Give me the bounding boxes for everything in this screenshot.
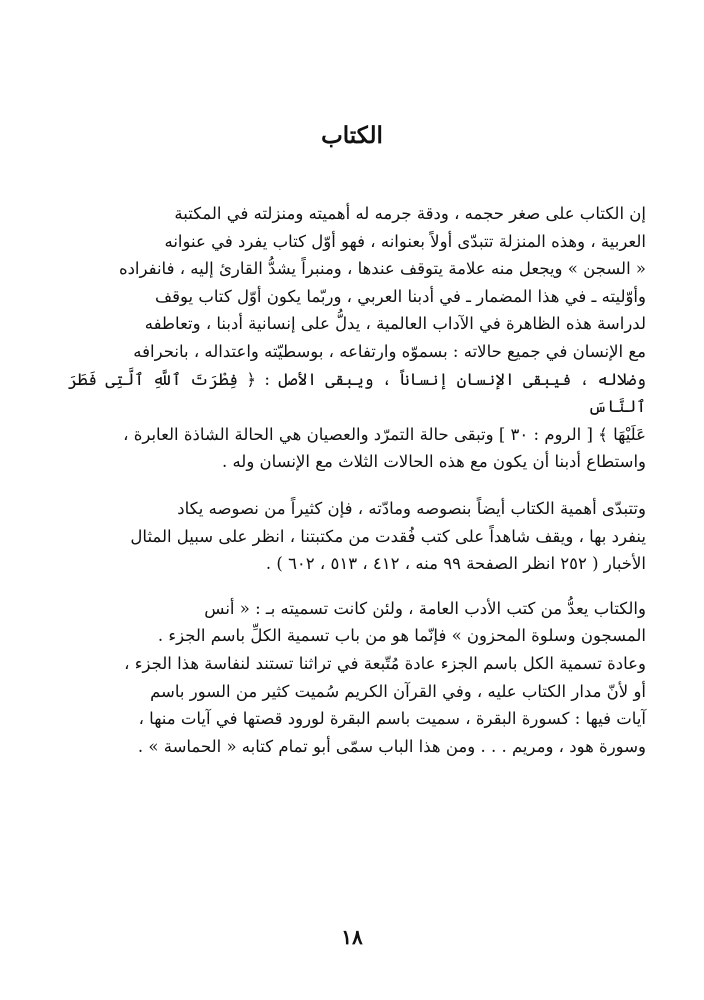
paragraph-line: وعادة تسمية الكل باسم الجزء عادة مُتّبعة في تراثنا تستند لنفاسة هذا الجزء ،	[124, 653, 646, 673]
quran-quote-line: عَلَيْهَا ﴾ [ الروم : ٣٠ ] وتبقى حالة التمرّد والعصيان هي الحالة الشاذة العابرة ،	[123, 424, 646, 444]
quran-quote-line: وضلاله ، فيبقى الإنسان إنساناً ، ويبقى الأصل : ﴿ فِطْرَتَ ٱللَّهِ ٱلَّتِى فَطَرَ ٱلنَّاسَ	[68, 369, 646, 417]
paragraph-line: الأخبار ( ٢٥٢ انظر الصفحة ٩٩ منه ، ٤١٢ ، ٥١٣ ، ٦٠٢ ) .	[265, 554, 646, 574]
paragraph-line: وأوّليته ـ في هذا المضمار ـ في أدبنا العربي ، وربّما يكون أوّل كتاب يوقف	[154, 286, 646, 306]
paragraph-line: وتتبدّى أهمية الكتاب أيضاً بنصوصه ومادّته ، فإن كثيراً من نصوصه يكاد	[177, 498, 646, 518]
page-title: الكتاب	[321, 122, 383, 149]
paragraph-line: العربية ، وهذه المنزلة تتبدّى أولاً بعنوانه ، فهو أوّل كتاب يفرد في عنوانه	[164, 231, 646, 251]
page-number: ١٨	[341, 925, 363, 949]
paragraph-line: مع الإنسان في جميع حالاته : بسموّه وارتفاعه ، بوسطيّته واعتداله ، بانحرافه	[133, 341, 646, 361]
paragraph-2	[68, 495, 646, 578]
paragraph-1	[68, 200, 646, 476]
paragraph-3	[68, 595, 646, 761]
paragraph-line: واستطاع أدبنا أن يكون مع هذه الحالات الثلاث مع الإنسان وله .	[221, 452, 646, 472]
page-body	[68, 200, 646, 760]
paragraph-line: ينفرد بها ، ويقف شاهداً على كتب فُقدت من مكتبتنا ، انظر على سبيل المثال	[130, 526, 646, 546]
paragraph-line: آيات فيها : كسورة البقرة ، سميت باسم البقرة لورود قصتها في آيات منها ،	[138, 709, 646, 729]
paragraph-line: المسجون وسلوة المحزون » فإنّما هو من باب تسمية الكلِّ باسم الجزء .	[157, 626, 646, 646]
paragraph-line: أو لأنّ مدار الكتاب عليه ، وفي القرآن الكريم سُميت كثير من السور باسم	[150, 681, 646, 701]
paragraph-line: وسورة هود ، ومريم . . . ومن هذا الباب سمّى أبو تمام كتابه « الحماسة » .	[137, 736, 646, 756]
paragraph-line: لدراسة هذه الظاهرة في الآداب العالمية ، يدلُّ على إنسانية أدبنا ، وتعاطفه	[144, 314, 646, 334]
paragraph-line: والكتاب يعدُّ من كتب الأدب العامة ، ولئن كانت تسميته بـ : « أنس	[204, 598, 646, 618]
paragraph-line: « السجن » ويجعل منه علامة يتوقف عندها ، ومنبراً يشدُّ القارئ إليه ، فانفراده	[118, 259, 646, 279]
paragraph-line: إن الكتاب على صغر حجمه ، ودقة جرمه له أهميته ومنزلته في المكتبة	[174, 204, 646, 223]
